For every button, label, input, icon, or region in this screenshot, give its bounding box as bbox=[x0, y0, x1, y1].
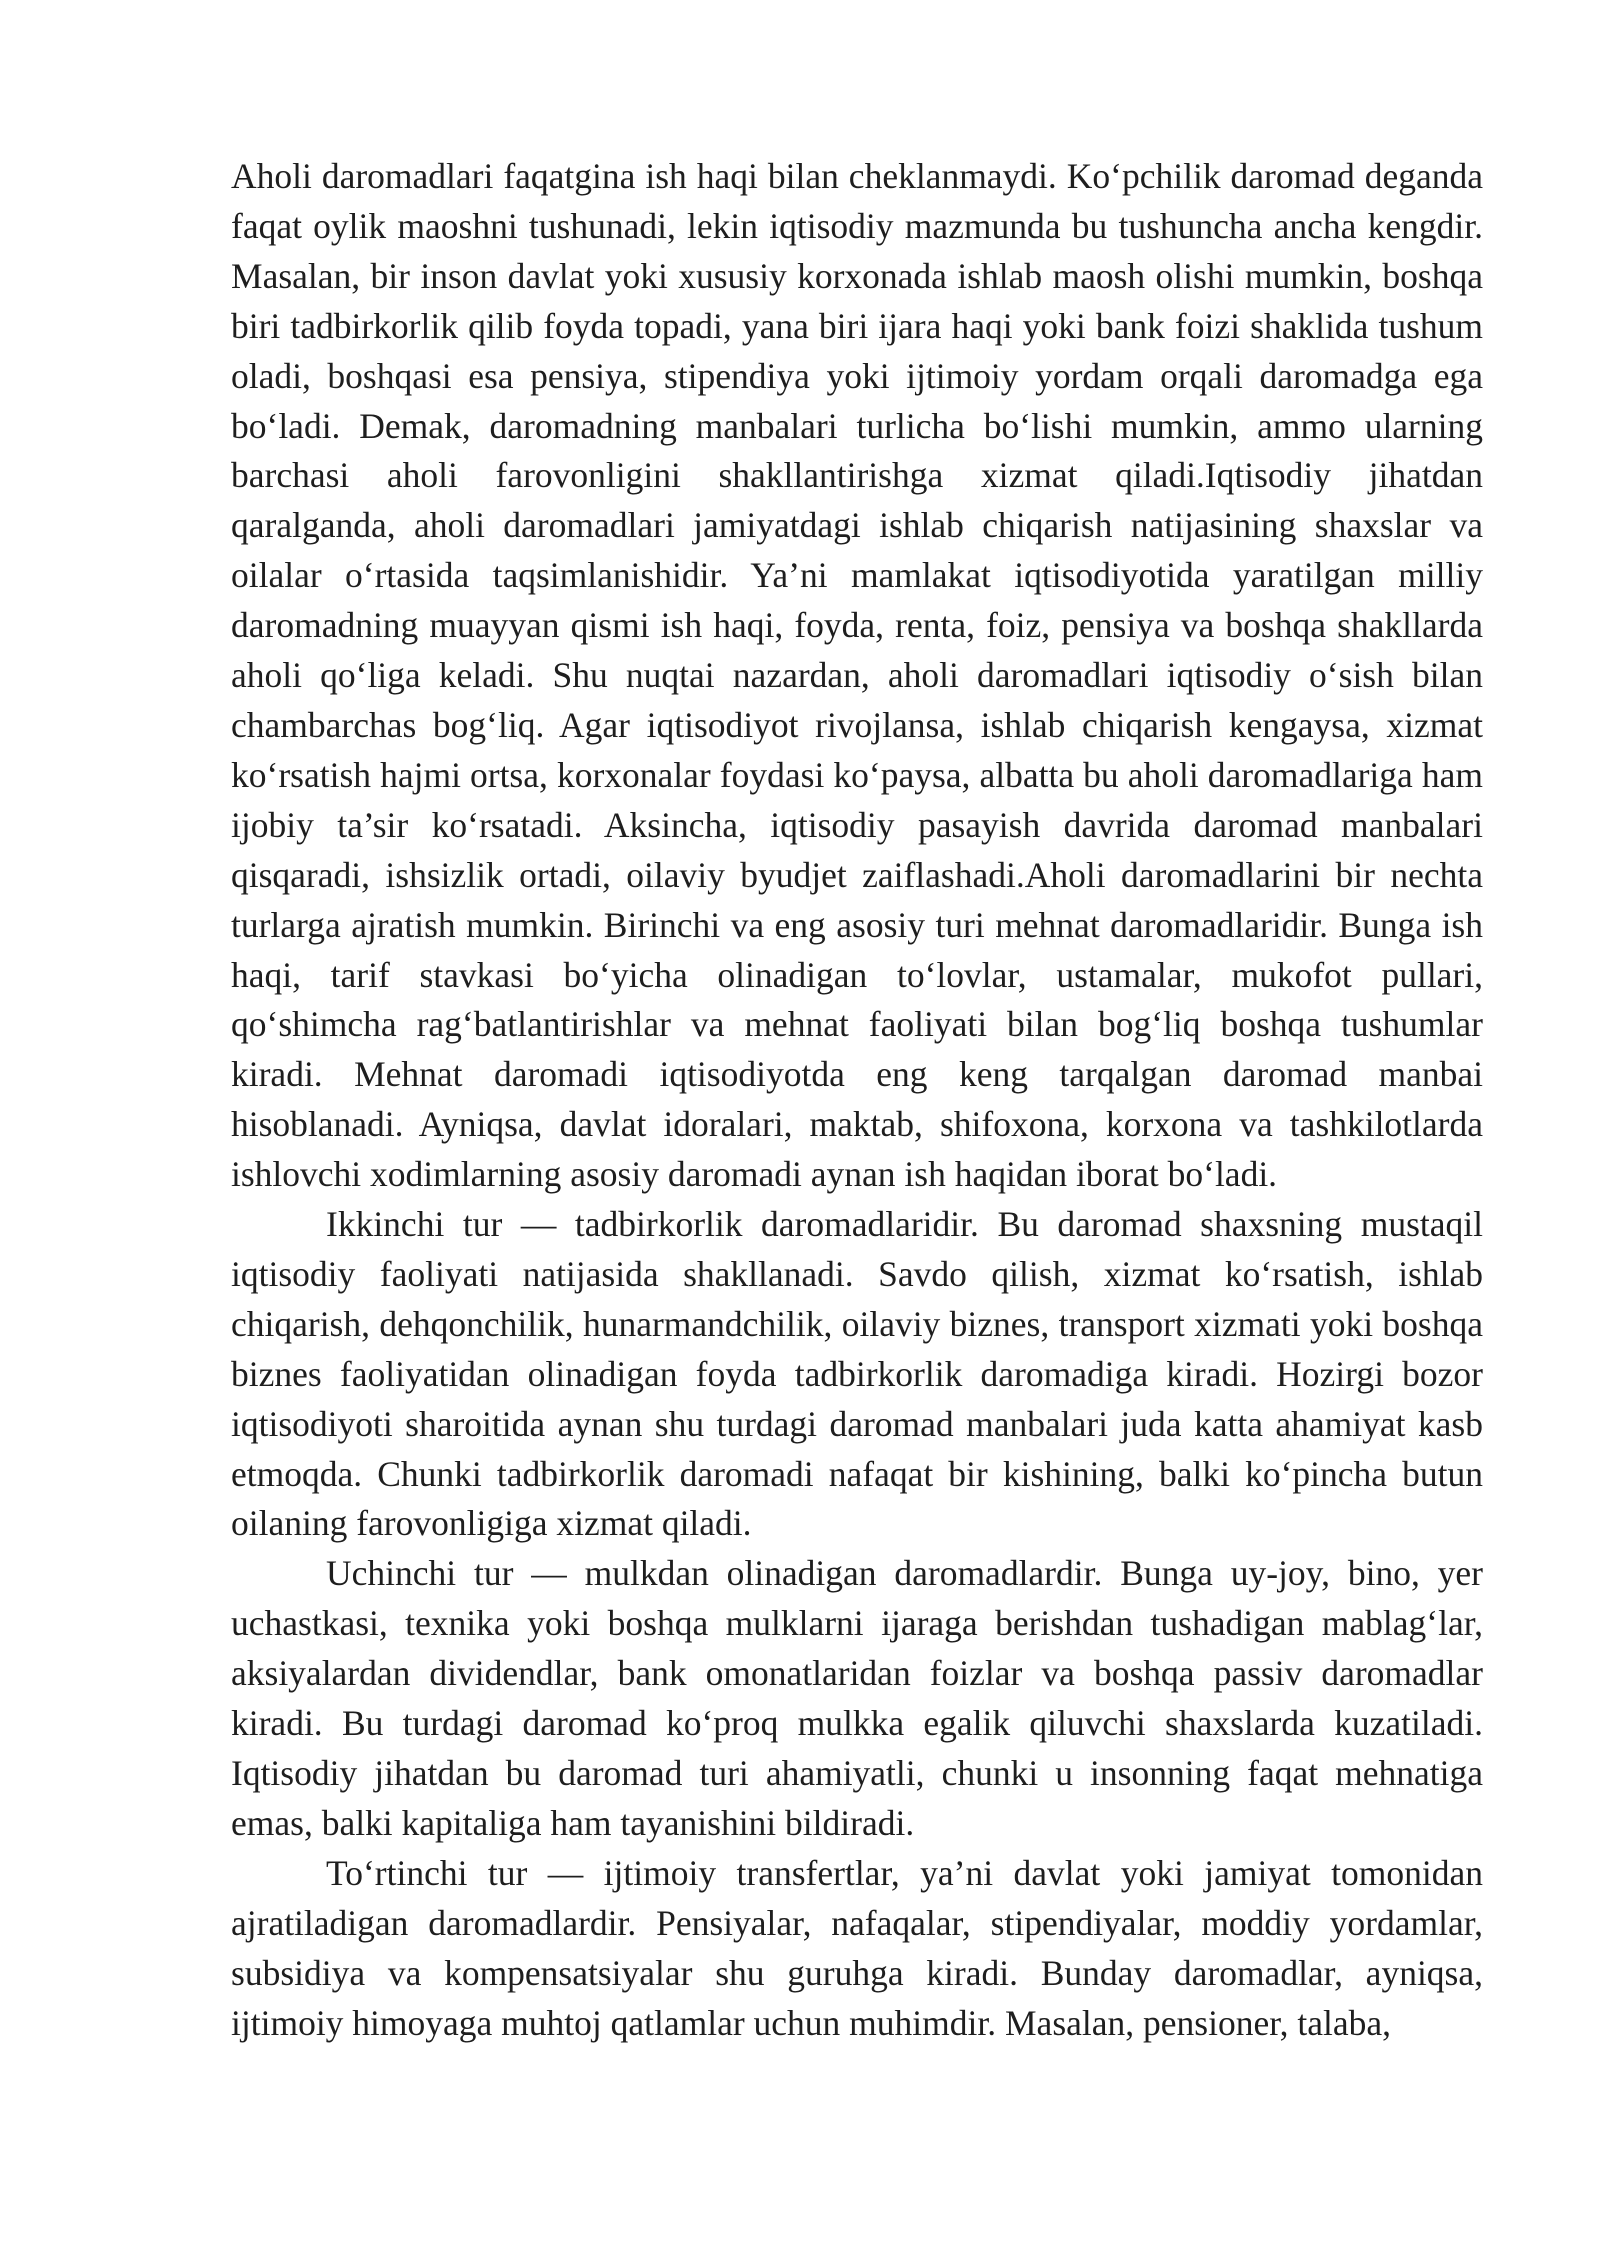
paragraph-property-income: Uchinchi tur — mulkdan olinadigan daromadlardir. Bunga uy-joy, bino, yer uchastkasi, texnika yoki boshqa mulklarni ijaraga berishdan tushadigan mablag‘lar, aksiyalardan dividendlar, bank omonatlaridan foizlar va boshqa passiv daromadlar kiradi. Bu turdagi daromad ko‘proq mulkka egalik qiluvchi shaxslarda kuzatiladi. Iqtisodiy jihatdan bu daromad turi ahamiyatli, chunki u insonning faqat mehnatiga emas, balki kapitaliga ham tayanishini bildiradi. bbox=[231, 1553, 1483, 1843]
paragraph-entrepreneurial-income: Ikkinchi tur — tadbirkorlik daromadlaridir. Bu daromad shaxsning mustaqil iqtisodiy faoliyati natijasida shakllanadi. Savdo qilish, xizmat ko‘rsatish, ishlab chiqarish, dehqonchilik, hunarmandchilik, oilaviy biznes, transport xizmati yoki boshqa biznes faoliyatidan olinadigan foyda tadbirkorlik daromadiga kiradi. Hozirgi bozor iqtisodiyoti sharoitida aynan shu turdagi daromad manbalari juda katta ahamiyat kasb etmoqda. Chunki tadbirkorlik daromadi nafaqat bir kishining, balki ko‘pincha butun oilaning farovonligiga xizmat qiladi. bbox=[231, 1204, 1483, 1544]
document-body bbox=[231, 152, 1483, 2048]
paragraph-income-overview: Aholi daromadlari faqatgina ish haqi bilan cheklanmaydi. Ko‘pchilik daromad deganda faqat oylik maoshni tushunadi, lekin iqtisodiy mazmunda bu tushuncha ancha kengdir. Masalan, bir inson davlat yoki xususiy korxonada ishlab maosh olishi mumkin, boshqa biri tadbirkorlik qilib foyda topadi, yana biri ijara haqi yoki bank foizi shaklida tushum oladi, boshqasi esa pensiya, stipendiya yoki ijtimoiy yordam orqali daromadga ega bo‘ladi. Demak, daromadning manbalari turlicha bo‘lishi mumkin, ammo ularning barchasi aholi farovonligini shakllantirishga xizmat qiladi.Iqtisodiy jihatdan qaralganda, aholi daromadlari jamiyatdagi ishlab chiqarish natijasining shaxslar va oilalar o‘rtasida taqsimlanishidir. Ya’ni mamlakat iqtisodiyotida yaratilgan milliy daromadning muayyan qismi ish haqi, foyda, renta, foiz, pensiya va boshqa shakllarda aholi qo‘liga keladi. Shu nuqtai nazardan, aholi daromadlari iqtisodiy o‘sish bilan chambarchas bog‘liq. Agar iqtisodiyot rivojlansa, ishlab chiqarish kengaysa, xizmat ko‘rsatish hajmi ortsa, korxonalar foydasi ko‘paysa, albatta bu aholi daromadlariga ham ijobiy ta’sir ko‘rsatadi. Aksincha, iqtisodiy pasayish davrida daromad manbalari qisqaradi, ishsizlik ortadi, oilaviy byudjet zaiflashadi.Aholi daromadlarini bir nechta turlarga ajratish mumkin. Birinchi va eng asosiy turi mehnat daromadlaridir. Bunga ish haqi, tarif stavkasi bo‘yicha olinadigan to‘lovlar, ustamalar, mukofot pullari, qo‘shimcha rag‘batlantirishlar va mehnat faoliyati bilan bog‘liq boshqa tushumlar kiradi. Mehnat daromadi iqtisodiyotda eng keng tarqalgan daromad manbai hisoblanadi. Ayniqsa, davlat idoralari, maktab, shifoxona, korxona va tashkilotlarda ishlovchi xodimlarning asosiy daromadi aynan ish haqidan iborat bo‘ladi. bbox=[231, 156, 1483, 1195]
paragraph-social-transfers: To‘rtinchi tur — ijtimoiy transfertlar, ya’ni davlat yoki jamiyat tomonidan ajratiladigan daromadlardir. Pensiyalar, nafaqalar, stipendiyalar, moddiy yordamlar, subsidiya va kompensatsiyalar shu guruhga kiradi. Bunday daromadlar, ayniqsa, ijtimoiy himoyaga muhtoj qatlamlar uchun muhimdir. Masalan, pensioner, talaba, bbox=[231, 1852, 1483, 2043]
